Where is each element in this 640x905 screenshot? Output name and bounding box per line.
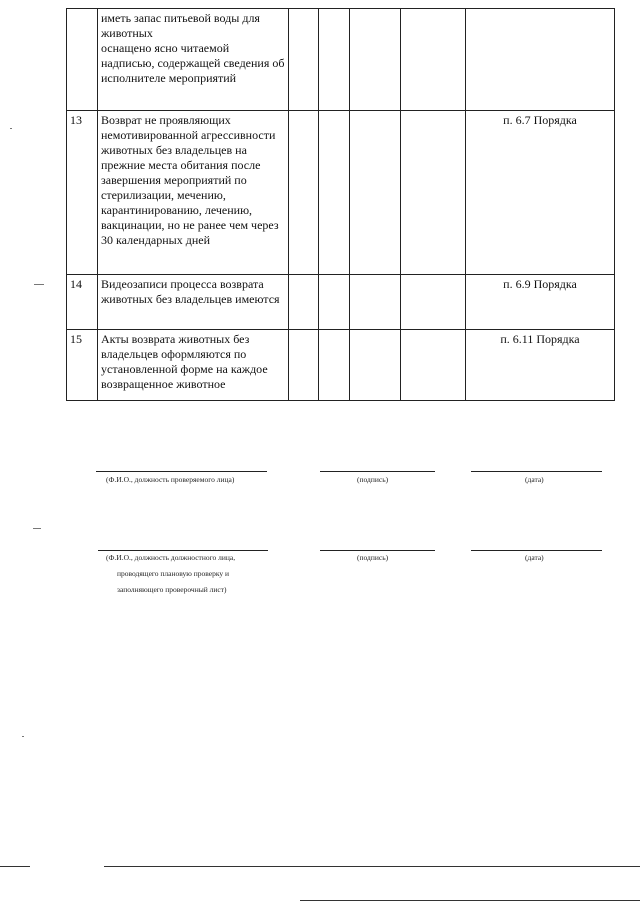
requirement-text: Видеозаписи процесса возврата животных без владельцев имеются bbox=[98, 275, 289, 330]
signature-caption: (подпись) bbox=[357, 475, 389, 484]
official-caption-line3: заполняющего проверочный лист) bbox=[117, 585, 227, 594]
row-number: 13 bbox=[67, 111, 98, 275]
scan-speck bbox=[33, 528, 41, 529]
signature-caption: (подпись) bbox=[357, 553, 389, 562]
requirement-text: Акты возврата животных без владельцев оформляются по установленной форме на каждое возвращенное животное bbox=[98, 330, 289, 401]
answer-cell[interactable] bbox=[401, 9, 466, 111]
answer-cell[interactable] bbox=[401, 275, 466, 330]
date-caption: (дата) bbox=[525, 553, 544, 562]
answer-cell[interactable] bbox=[319, 275, 350, 330]
scan-speck bbox=[22, 736, 24, 737]
inspected-person-date-line[interactable] bbox=[471, 471, 602, 472]
inspected-person-signature-line[interactable] bbox=[320, 471, 435, 472]
answer-cell[interactable] bbox=[319, 9, 350, 111]
answer-cell[interactable] bbox=[401, 330, 466, 401]
answer-cell[interactable] bbox=[319, 111, 350, 275]
answer-cell[interactable] bbox=[289, 330, 319, 401]
official-name-line[interactable] bbox=[98, 550, 268, 551]
legal-reference bbox=[466, 9, 615, 111]
checklist-table bbox=[66, 8, 615, 401]
official-caption-line2: проводящего плановую проверку и bbox=[117, 569, 230, 578]
answer-cell[interactable] bbox=[350, 275, 401, 330]
scan-edge-line bbox=[300, 900, 640, 901]
official-caption-line1: (Ф.И.О., должность должностного лица, bbox=[106, 553, 236, 562]
inspected-person-caption: (Ф.И.О., должность проверяемого лица) bbox=[106, 475, 235, 484]
inspected-person-name-line[interactable] bbox=[96, 471, 267, 472]
answer-cell[interactable] bbox=[350, 111, 401, 275]
answer-cell[interactable] bbox=[319, 330, 350, 401]
table-row bbox=[67, 9, 615, 111]
requirement-text: иметь запас питьевой воды для животных оснащено ясно читаемой надписью, содержащей сведения об исполнителе мероприятий bbox=[98, 9, 289, 111]
row-number: 15 bbox=[67, 330, 98, 401]
scan-edge-line bbox=[104, 866, 640, 867]
requirement-text: Возврат не проявляющих немотивированной агрессивности животных без владельцев на прежние места обитания после завершения мероприятий по стерилизации, мечению, карантинированию, лечению, вакцинации, но не ранее чем через 30 календарных дней bbox=[98, 111, 289, 275]
row-number bbox=[67, 9, 98, 111]
answer-cell[interactable] bbox=[289, 111, 319, 275]
answer-cell[interactable] bbox=[289, 9, 319, 111]
legal-reference: п. 6.11 Порядка bbox=[466, 330, 615, 401]
date-caption: (дата) bbox=[525, 475, 544, 484]
answer-cell[interactable] bbox=[401, 111, 466, 275]
scan-speck bbox=[34, 284, 44, 285]
official-signature-line[interactable] bbox=[320, 550, 435, 551]
official-date-line[interactable] bbox=[471, 550, 602, 551]
scan-edge-line bbox=[0, 866, 30, 867]
table-row bbox=[67, 330, 615, 401]
row-number: 14 bbox=[67, 275, 98, 330]
table-row bbox=[67, 111, 615, 275]
table-row bbox=[67, 275, 615, 330]
scan-speck bbox=[10, 128, 12, 129]
answer-cell[interactable] bbox=[350, 9, 401, 111]
legal-reference: п. 6.9 Порядка bbox=[466, 275, 615, 330]
legal-reference: п. 6.7 Порядка bbox=[466, 111, 615, 275]
answer-cell[interactable] bbox=[350, 330, 401, 401]
answer-cell[interactable] bbox=[289, 275, 319, 330]
